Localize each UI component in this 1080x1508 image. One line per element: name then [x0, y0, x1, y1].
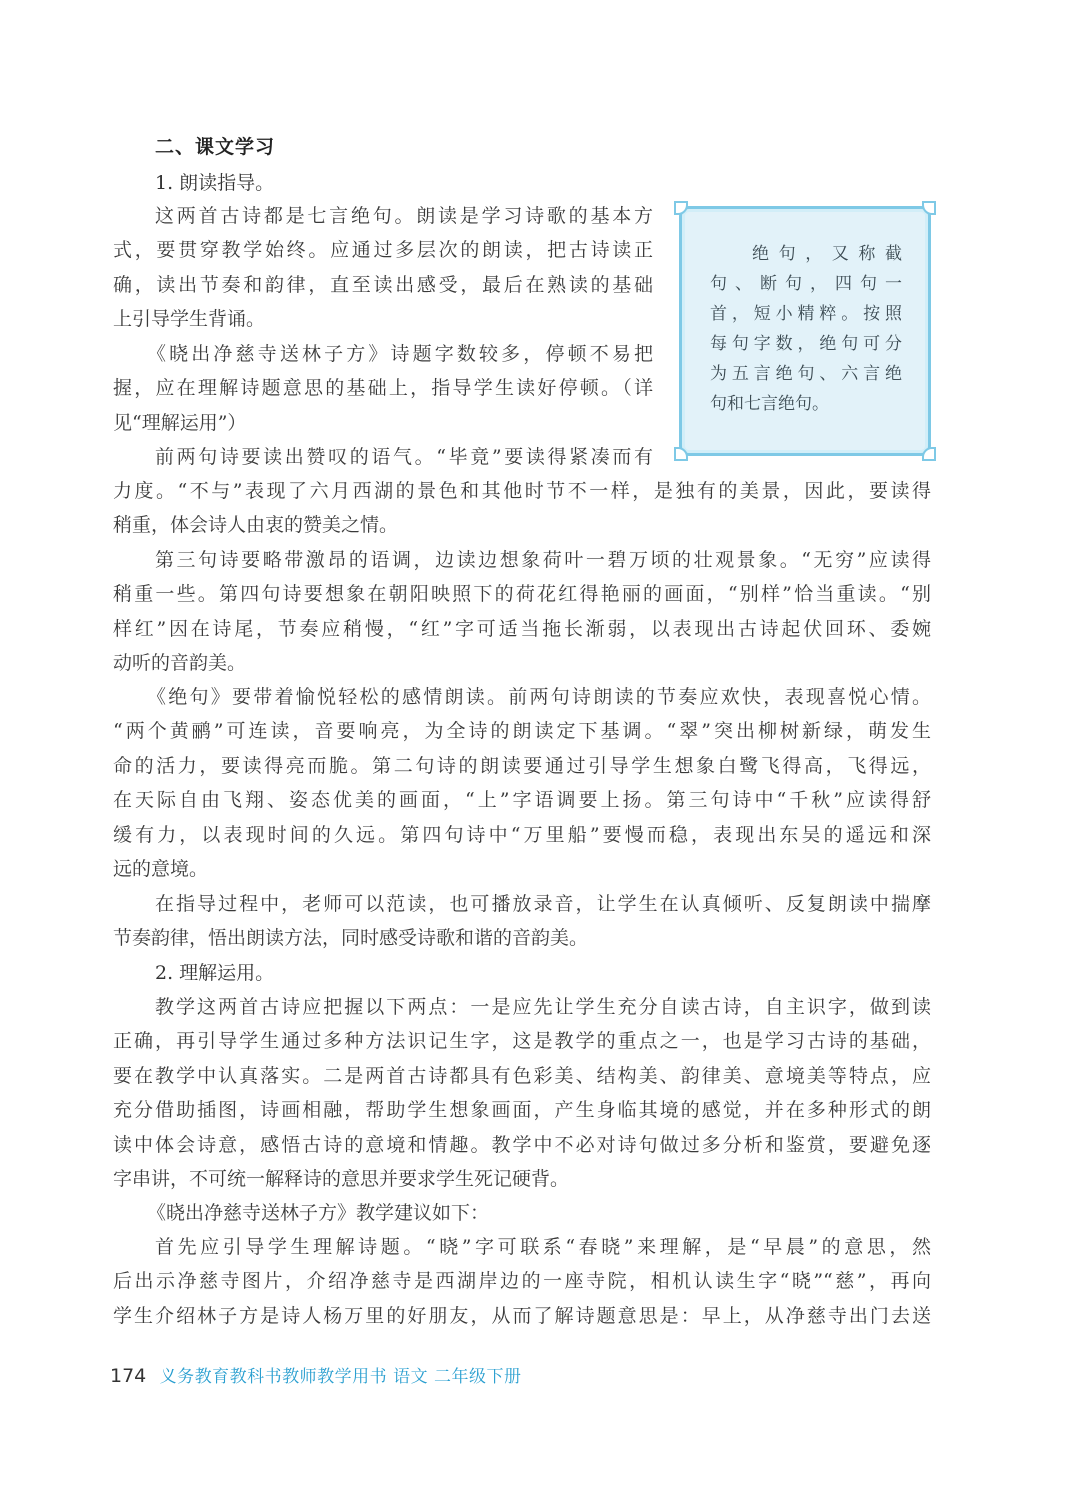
note-line: 句和七言绝句。 — [710, 394, 829, 414]
note-line: 首，短小精粹。按照 — [710, 304, 902, 324]
paragraph-jueju — [113, 680, 931, 886]
text-line: 《绝句》要带着愉悦轻松的感情朗读。前两句诗朗读的节奏应欢快，表现喜悦心情。 — [147, 686, 931, 708]
text-line: 在指导过程中，老师可以范读，也可播放录音，让学生在认真倾听、反复朗读中揣摩 — [155, 893, 931, 915]
text-line: 《晓出净慈寺送林子方》教学建议如下： — [147, 1202, 490, 1224]
text-line: 《晓出净慈寺送林子方》诗题字数较多，停顿不易把 — [147, 343, 653, 365]
subsection-reading-guide: 1. 朗读指导。 — [155, 172, 275, 194]
paragraph-guidance — [113, 887, 931, 956]
text-line: 字串讲，不可统一解释诗的意思并要求学生死记硬背。 — [113, 1167, 570, 1190]
text-line: 教学这两首古诗应把握以下两点：一是应先让学生充分自读古诗，自主识字，做到读 — [155, 996, 931, 1018]
text-line: 样红”因在诗尾，节奏应稍慢，“红”字可适当拖长渐弱，以表现出古诗起伏回环、委婉 — [113, 617, 931, 640]
page-number: 174 — [110, 1365, 147, 1387]
section-title: 二、课文学习 — [155, 136, 276, 158]
note-line: 句、断句，四句一 — [710, 274, 902, 294]
text-line: 要在教学中认真落实。二是两首古诗都具有色彩美、结构美、韵律美、意境美等特点，应 — [113, 1064, 931, 1087]
text-line: 远的意境。 — [113, 857, 209, 880]
text-line: 学生介绍林子方是诗人杨万里的好朋友，从而了解诗题意思是：早上，从净慈寺出门去送 — [113, 1304, 931, 1327]
note-line: 为五言绝句、六言绝 — [710, 364, 902, 384]
box-corner — [674, 201, 688, 215]
box-corner — [674, 447, 688, 461]
text-line: 读中体会诗意，感悟古诗的意境和情趣。教学中不必对诗句做过多分析和鉴赏，要避免逐 — [113, 1133, 931, 1156]
text-line: 稍重，体会诗人由衷的赞美之情。 — [113, 514, 399, 537]
text-line: 确，读出节奏和韵律，直至读出感受，最后在熟读的基础 — [113, 273, 653, 296]
text-line: 在天际自由飞翔、姿态优美的画面，“上”字语调要上扬。第三句诗中“千秋”应读得舒 — [113, 789, 931, 812]
text-line: 缓有力，以表现时间的久远。第四句诗中“万里船”要慢而稳，表现出东吴的遥远和深 — [113, 823, 931, 846]
text-line: “两个黄鹂”可连读，音要响亮，为全诗的朗读定下基调。“翠”突出柳树新绿，萌发生 — [113, 720, 931, 743]
sidenote-box — [679, 206, 931, 456]
text-line: 充分借助插图，诗画相融，帮助学生想象画面，产生身临其境的感觉，并在多种形式的朗 — [113, 1099, 931, 1122]
text-line: 节奏韵律，悟出朗读方法，同时感受诗歌和谐的音韵美。 — [113, 927, 589, 950]
text-line: 力度。“不与”表现了六月西湖的景色和其他时节不一样，是独有的美景，因此，要读得 — [113, 480, 931, 502]
text-line: 后出示净慈寺图片，介绍净慈寺是西湖岸边的一座寺院，相机认读生字“晓”“慈”，再向 — [113, 1270, 931, 1293]
paragraph-teaching-points — [113, 990, 931, 1196]
subsection-understanding: 2. 理解运用。 — [155, 962, 275, 984]
note-line: 每句字数，绝句可分 — [710, 334, 902, 354]
sidenote-text — [710, 239, 902, 419]
text-line: 第三句诗要略带激昂的语调，边读边想象荷叶一碧万顷的壮观景象。“无穷”应读得 — [155, 549, 931, 571]
paragraph-suggestion-title — [113, 1196, 931, 1230]
text-line: 握，应在理解诗题意思的基础上，指导学生读好停顿。（详 — [113, 377, 653, 400]
paragraph-first-lines-tail — [113, 474, 931, 543]
text-line: 正确，再引导学生通过多种方法识记生字，这是教学的重点之一，也是学习古诗的基础， — [113, 1030, 931, 1053]
text-line: 稍重一些。第四句诗要想象在朝阳映照下的荷花红得艳丽的画面，“别样”恰当重读。“别 — [113, 583, 931, 606]
text-line: 命的活力，要读得亮而脆。第二句诗的朗读要通过引导学生想象白鹭飞得高，飞得远， — [113, 754, 931, 777]
box-corner — [922, 201, 936, 215]
paragraph-suggestion — [113, 1230, 931, 1333]
book-title: 义务教育教科书教师教学用书 语文 二年级下册 — [159, 1367, 522, 1387]
paragraph-title-pause — [113, 337, 653, 440]
text-line: 首先应引导学生理解诗题。“晓”字可联系“春晓”来理解，是“早晨”的意思，然 — [155, 1236, 931, 1258]
text-line: 上引导学生背诵。 — [113, 308, 266, 331]
paragraph-intro — [113, 199, 653, 337]
text-line: 前两句诗要读出赞叹的语气。“毕竟”要读得紧凑而有 — [155, 446, 653, 468]
paragraph-third-line — [113, 543, 931, 681]
paragraph-first-lines-head — [113, 440, 653, 474]
page-footer — [110, 1362, 521, 1387]
text-line: 式，要贯穿教学始终。应通过多层次的朗读，把古诗读正 — [113, 239, 653, 262]
text-line: 动听的音韵美。 — [113, 652, 247, 675]
box-corner — [922, 447, 936, 461]
text-line: 见“理解运用”） — [113, 411, 247, 434]
text-line: 这两首古诗都是七言绝句。朗读是学习诗歌的基本方 — [155, 205, 653, 227]
note-line: 绝句，又称截 — [752, 244, 902, 264]
